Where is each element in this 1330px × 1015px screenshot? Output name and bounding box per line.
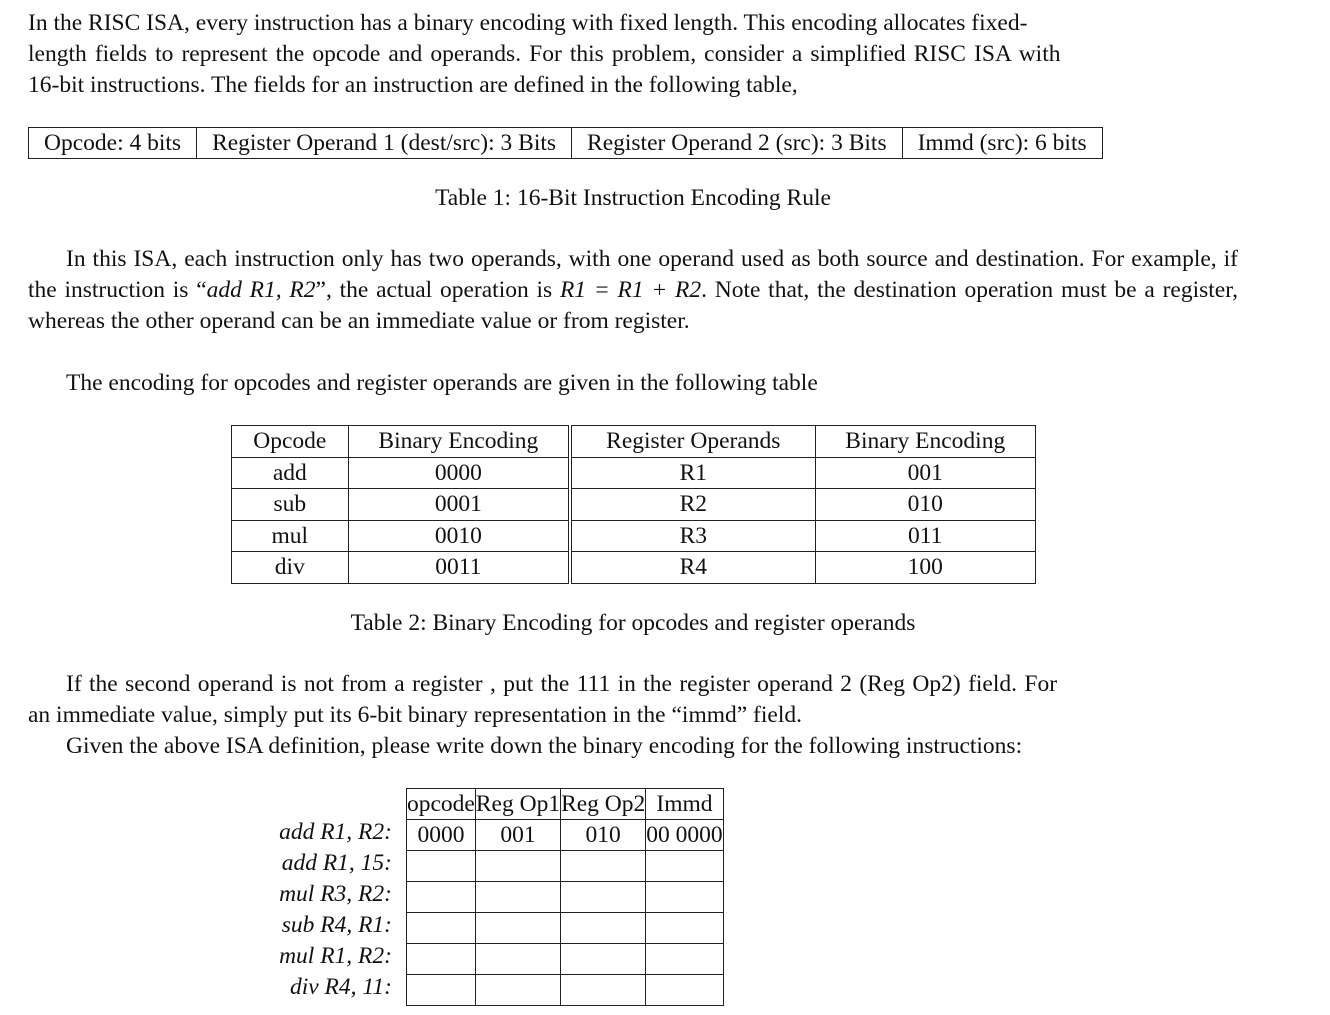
cell: R4 xyxy=(570,552,815,584)
answer-cell xyxy=(475,851,560,882)
cell: 0010 xyxy=(348,520,570,552)
instruction-label: div R4, 11: xyxy=(289,974,392,1000)
answer-cell xyxy=(561,975,646,1006)
field-reg-op2: Register Operand 2 (src): 3 Bits xyxy=(572,128,903,159)
table2-intro: The encoding for opcodes and register operands are given in the following table xyxy=(66,370,818,396)
cell: 0001 xyxy=(348,489,570,521)
field-immd: Immd (src): 6 bits xyxy=(902,128,1102,159)
immediate-rule-line-2: an immediate value, simply put its 6-bit binary representation in the “immd” field. xyxy=(28,702,802,728)
answer-cell xyxy=(407,882,476,913)
answer-cell xyxy=(561,944,646,975)
question-prompt: Given the above ISA definition, please write down the binary encoding for the following instructions: xyxy=(66,733,1023,759)
opcode-register-table xyxy=(231,425,1036,584)
field-opcode: Opcode: 4 bits xyxy=(29,128,197,159)
table-row xyxy=(407,944,724,975)
cell: R2 xyxy=(570,489,815,521)
instruction-label: sub R4, R1: xyxy=(281,912,392,938)
field-reg-op1: Register Operand 1 (dest/src): 3 Bits xyxy=(197,128,572,159)
table1-caption: Table 1: 16-Bit Instruction Encoding Rule xyxy=(435,185,831,211)
header-immd: Immd xyxy=(646,789,723,820)
instruction-label: mul R3, R2: xyxy=(279,881,392,907)
answer-cell xyxy=(646,882,723,913)
instruction-labels xyxy=(230,817,392,1003)
header-reg-op1: Reg Op1 xyxy=(475,789,560,820)
answer-cell: 00 0000 xyxy=(646,820,723,851)
table-row xyxy=(407,851,724,882)
instruction-label: add R1, 15: xyxy=(281,850,392,876)
table-header-row xyxy=(232,426,1036,458)
answer-cell xyxy=(561,913,646,944)
table-row xyxy=(232,520,1036,552)
cell: 0000 xyxy=(348,457,570,489)
cell: 010 xyxy=(815,489,1036,521)
answer-cell xyxy=(407,913,476,944)
table-row xyxy=(407,975,724,1006)
cell: 100 xyxy=(815,552,1036,584)
answer-cell xyxy=(407,975,476,1006)
intro-line-1: In the RISC ISA, every instruction has a binary encoding with fixed length. This encoding allocates fixed- xyxy=(28,10,1028,36)
immediate-rule-line-1: If the second operand is not from a register , put the 111 in the register operand 2 (Reg Op2) field. For xyxy=(66,671,1058,697)
table-row xyxy=(407,913,724,944)
answer-cell xyxy=(646,913,723,944)
table-header-row xyxy=(407,789,724,820)
answer-cell xyxy=(646,944,723,975)
cell: R1 xyxy=(570,457,815,489)
cell: mul xyxy=(232,520,349,552)
cell: R3 xyxy=(570,520,815,552)
answer-cell: 010 xyxy=(561,820,646,851)
cell: div xyxy=(232,552,349,584)
table-row xyxy=(232,457,1036,489)
answer-cell xyxy=(407,944,476,975)
answer-cell: 0000 xyxy=(407,820,476,851)
cell: add xyxy=(232,457,349,489)
table-row xyxy=(407,820,724,851)
answer-cell xyxy=(475,975,560,1006)
header-binary-encoding: Binary Encoding xyxy=(348,426,570,458)
table-row xyxy=(232,552,1036,584)
header-opcode: opcode xyxy=(407,789,476,820)
cell: sub xyxy=(232,489,349,521)
header-register-operands: Register Operands xyxy=(570,426,815,458)
operand-explanation: In this ISA, each instruction only has two operands, with one operand used as both source and destination. For example, if the instruction is “add R1, R2”, the actual operation is R1 = R1 + R2. Note that, the destination operation must be a register, whereas the other operand can be an immediate value or from register. xyxy=(28,246,1238,334)
header-reg-op2: Reg Op2 xyxy=(561,789,646,820)
answer-cell xyxy=(646,975,723,1006)
header-opcode: Opcode xyxy=(232,426,349,458)
cell: 011 xyxy=(815,520,1036,552)
table-row xyxy=(232,489,1036,521)
answer-cell xyxy=(561,882,646,913)
answer-table xyxy=(406,788,724,1006)
answer-cell xyxy=(646,851,723,882)
cell: 001 xyxy=(815,457,1036,489)
instruction-label: mul R1, R2: xyxy=(279,943,392,969)
answer-cell xyxy=(561,851,646,882)
encoding-rule-table xyxy=(28,127,1103,159)
header-binary-encoding-2: Binary Encoding xyxy=(815,426,1036,458)
answer-cell xyxy=(407,851,476,882)
answer-cell xyxy=(475,944,560,975)
cell: 0011 xyxy=(348,552,570,584)
answer-cell: 001 xyxy=(475,820,560,851)
table-row xyxy=(407,882,724,913)
answer-cell xyxy=(475,882,560,913)
intro-line-3: 16-bit instructions. The fields for an instruction are defined in the following table, xyxy=(28,72,798,98)
intro-line-2: length fields to represent the opcode and operands. For this problem, consider a simplified RISC ISA with xyxy=(28,41,1061,67)
answer-cell xyxy=(475,913,560,944)
table2-caption: Table 2: Binary Encoding for opcodes and register operands xyxy=(350,610,916,636)
instruction-label: add R1, R2: xyxy=(279,819,392,845)
